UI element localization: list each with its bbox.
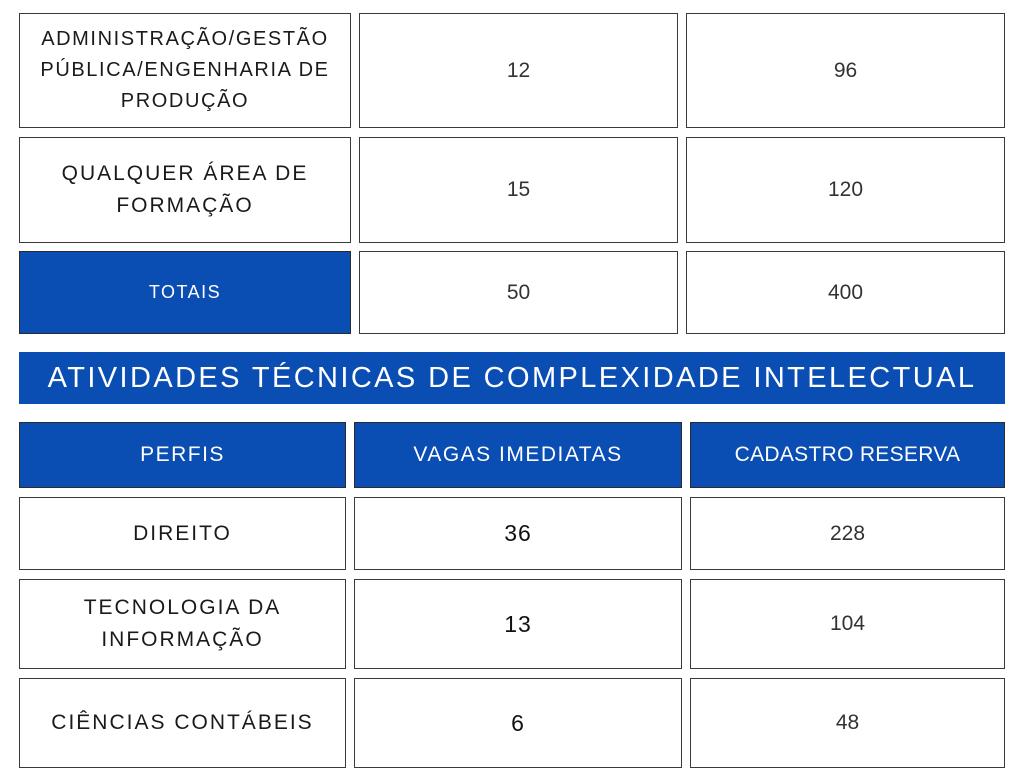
profile-cell-administracao [19,13,351,128]
profile-cell-qualquer-area [19,137,351,243]
reserva-cell-ciencias-contabeis [690,678,1005,768]
reserva-cell-qualquer-area [686,137,1005,243]
header-reserva-label: CADASTRO RESERVA [734,443,961,466]
header-perfis-label: PERFIS [140,443,225,466]
reserva-cell-direito [690,497,1005,570]
vagas-cell-administracao [359,13,678,128]
section-title: ATIVIDADES TÉCNICAS DE COMPLEXIDADE INTELECTUAL [47,361,977,394]
reserva-value: 96 [833,58,858,82]
vagas-value: 15 [506,178,531,201]
totals-reserva-cell [686,251,1005,334]
totals-vagas-value: 50 [506,280,531,304]
header-vagas-imediatas [354,422,682,488]
vagas-cell-ciencias-contabeis [354,678,682,768]
reserva-value: 104 [829,612,866,635]
reserva-value: 120 [827,178,864,201]
reserva-value: 228 [829,521,866,545]
header-vagas-label: VAGAS IMEDIATAS [413,443,623,466]
vagas-value: 13 [504,610,532,637]
reserva-cell-tecnologia [690,579,1005,669]
vagas-cell-tecnologia [354,579,682,669]
profile-cell-direito [19,497,346,570]
vagas-value: 36 [504,520,532,546]
vagas-cell-direito [354,497,682,570]
profile-label: QUALQUER ÁREA DE FORMAÇÃO [61,162,309,217]
header-perfis [19,422,346,488]
totals-vagas-cell [359,251,678,334]
header-cadastro-reserva [690,422,1005,488]
vagas-value: 6 [511,709,525,736]
profile-cell-ciencias-contabeis [19,678,346,768]
profile-label: CIÊNCIAS CONTÁBEIS [51,711,314,734]
section-title-banner [19,352,1005,404]
totals-label-cell [19,251,351,334]
totals-label: TOTAIS [148,282,222,302]
profile-label: TECNOLOGIA DA INFORMAÇÃO [83,596,282,651]
vagas-value: 12 [506,58,531,82]
profile-label: ADMINISTRAÇÃO/GESTÃO PÚBLICA/ENGENHARIA DE PRODUÇÃO [40,28,330,112]
reserva-value: 48 [835,711,860,734]
profile-cell-tecnologia [19,579,346,669]
vagas-cell-qualquer-area [359,137,678,243]
reserva-cell-administracao [686,13,1005,128]
profile-label: DIREITO [133,521,232,545]
totals-reserva-value: 400 [827,280,864,304]
